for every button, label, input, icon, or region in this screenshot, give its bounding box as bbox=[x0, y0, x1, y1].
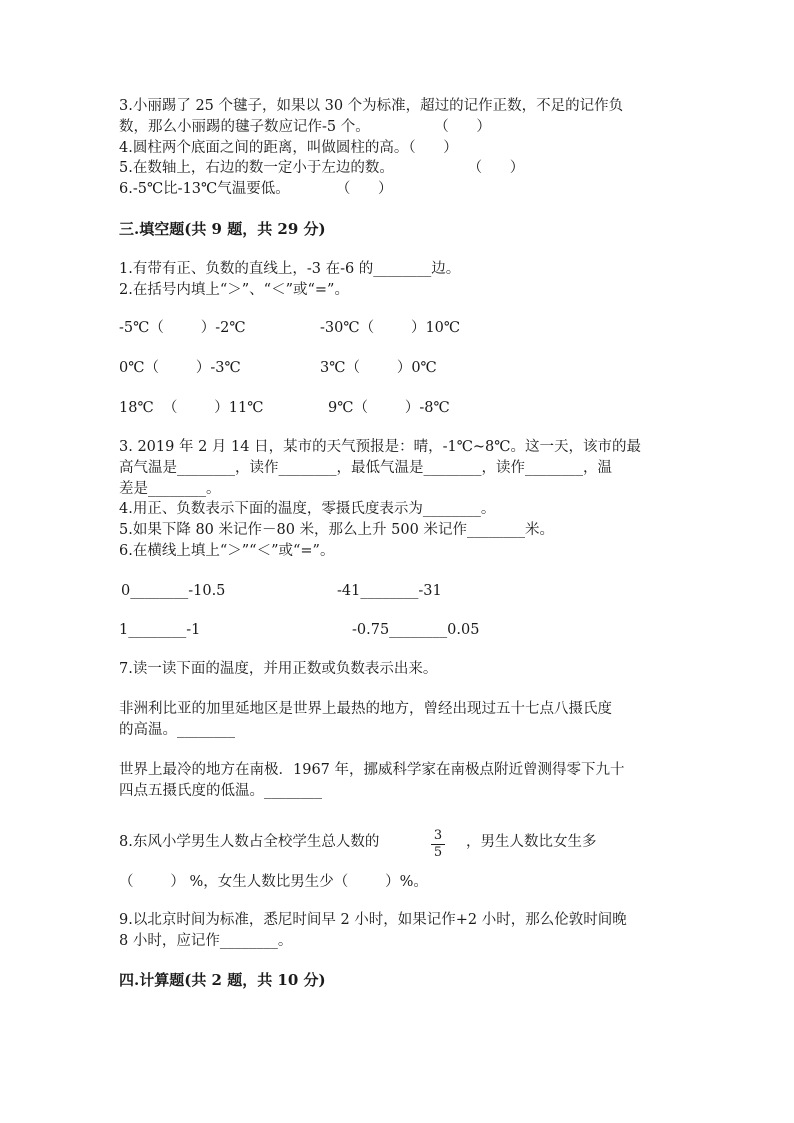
fill-q1: 1.有带有正、负数的直线上，-3 在-6 的________边。 bbox=[119, 261, 461, 277]
fill-q9-line2: 8 小时，应记作________。 bbox=[119, 933, 293, 949]
fill-q2: 2.在括号内填上“＞”、“＜”或“=”。 bbox=[119, 282, 349, 298]
fill-q8-tail: ，男生人数比女生多 bbox=[466, 834, 597, 850]
fill-q5: 5.如果下降 80 米记作－80 米，那么上升 500 米记作________米。 bbox=[119, 522, 554, 538]
judge-q6: 6.-5℃比-13℃气温要低。 （ ） bbox=[119, 181, 393, 197]
fill-q8-line2: （ ） %，女生人数比男生少（ ）%。 bbox=[119, 874, 428, 890]
fill-q7: 7.读一读下面的温度，并用正数或负数表示出来。 bbox=[119, 661, 438, 677]
judge-q4: 4.圆柱两个底面之间的距离，叫做圆柱的高。（ ） bbox=[119, 140, 458, 156]
section4-title: 四.计算题(共 2 题，共 10 分) bbox=[119, 971, 326, 989]
fill-q3-line1: 3. 2019 年 2 月 14 日，某市的天气预报是：晴，-1℃~8℃。这一天，该市的最 bbox=[119, 439, 642, 455]
fill-q3-line3: 差是________。 bbox=[119, 481, 221, 497]
fill-q6-row1-a: 0________-10.5 bbox=[121, 583, 226, 599]
fill-q7-p1-line1: 非洲利比亚的加里延地区是世界上最热的地方，曾经出现过五十七点八摄氏度 bbox=[119, 701, 612, 717]
fraction-three-fifths bbox=[430, 828, 446, 861]
judge-q3-line1: 3.小丽踢了 25 个毽子，如果以 30 个为标准，超过的记作正数，不足的记作负 bbox=[119, 98, 624, 114]
fill-q7-p2-line2: 四点五摄氏度的低温。________ bbox=[119, 783, 322, 799]
fraction-denominator: 5 bbox=[433, 845, 443, 860]
fill-q7-p2-line1: 世界上最冷的地方在南极．1967 年，挪威科学家在南极点附近曾测得零下九十 bbox=[119, 762, 625, 778]
fill-q6-row2-a: 1________-1 bbox=[119, 622, 201, 638]
fill-q2-row2-b: 3℃（ ）0℃ bbox=[320, 360, 437, 376]
fill-q2-row2-a: 0℃（ ）-3℃ bbox=[119, 360, 241, 376]
fill-q2-row3-a: 18℃ （ ）11℃ bbox=[119, 400, 264, 416]
fill-q3-line2: 高气温是________，读作________，最低气温是________，读作________，温 bbox=[119, 460, 612, 476]
fill-q2-row1-b: -30℃（ ）10℃ bbox=[320, 320, 461, 336]
fill-q7-p1-line2: 的高温。________ bbox=[119, 722, 235, 738]
fill-q6-row1-b: -41________-31 bbox=[337, 583, 442, 599]
judge-q5: 5.在数轴上，右边的数一定小于左边的数。 （ ） bbox=[119, 160, 525, 176]
fill-q6: 6.在横线上填上“＞”“＜”或“=”。 bbox=[119, 543, 335, 559]
fill-q4: 4.用正、负数表示下面的温度，零摄氏度表示为________。 bbox=[119, 501, 496, 517]
fill-q8-text: 8.东风小学男生人数占全校学生总人数的 bbox=[119, 834, 380, 850]
fill-q9-line1: 9.以北京时间为标准，悉尼时间早 2 小时，如果记作+2 小时，那么伦敦时间晚 bbox=[119, 912, 627, 928]
judge-q3-line2: 数，那么小丽踢的毽子数应记作-5 个。 （ ） bbox=[119, 119, 491, 135]
fill-q6-row2-b: -0.75________0.05 bbox=[352, 622, 480, 638]
fill-q2-row1-a: -5℃（ ）-2℃ bbox=[119, 320, 246, 336]
section3-title: 三.填空题(共 9 题，共 29 分) bbox=[119, 220, 326, 238]
fill-q2-row3-b: 9℃（ ）-8℃ bbox=[328, 400, 450, 416]
fraction-numerator: 3 bbox=[433, 828, 443, 843]
